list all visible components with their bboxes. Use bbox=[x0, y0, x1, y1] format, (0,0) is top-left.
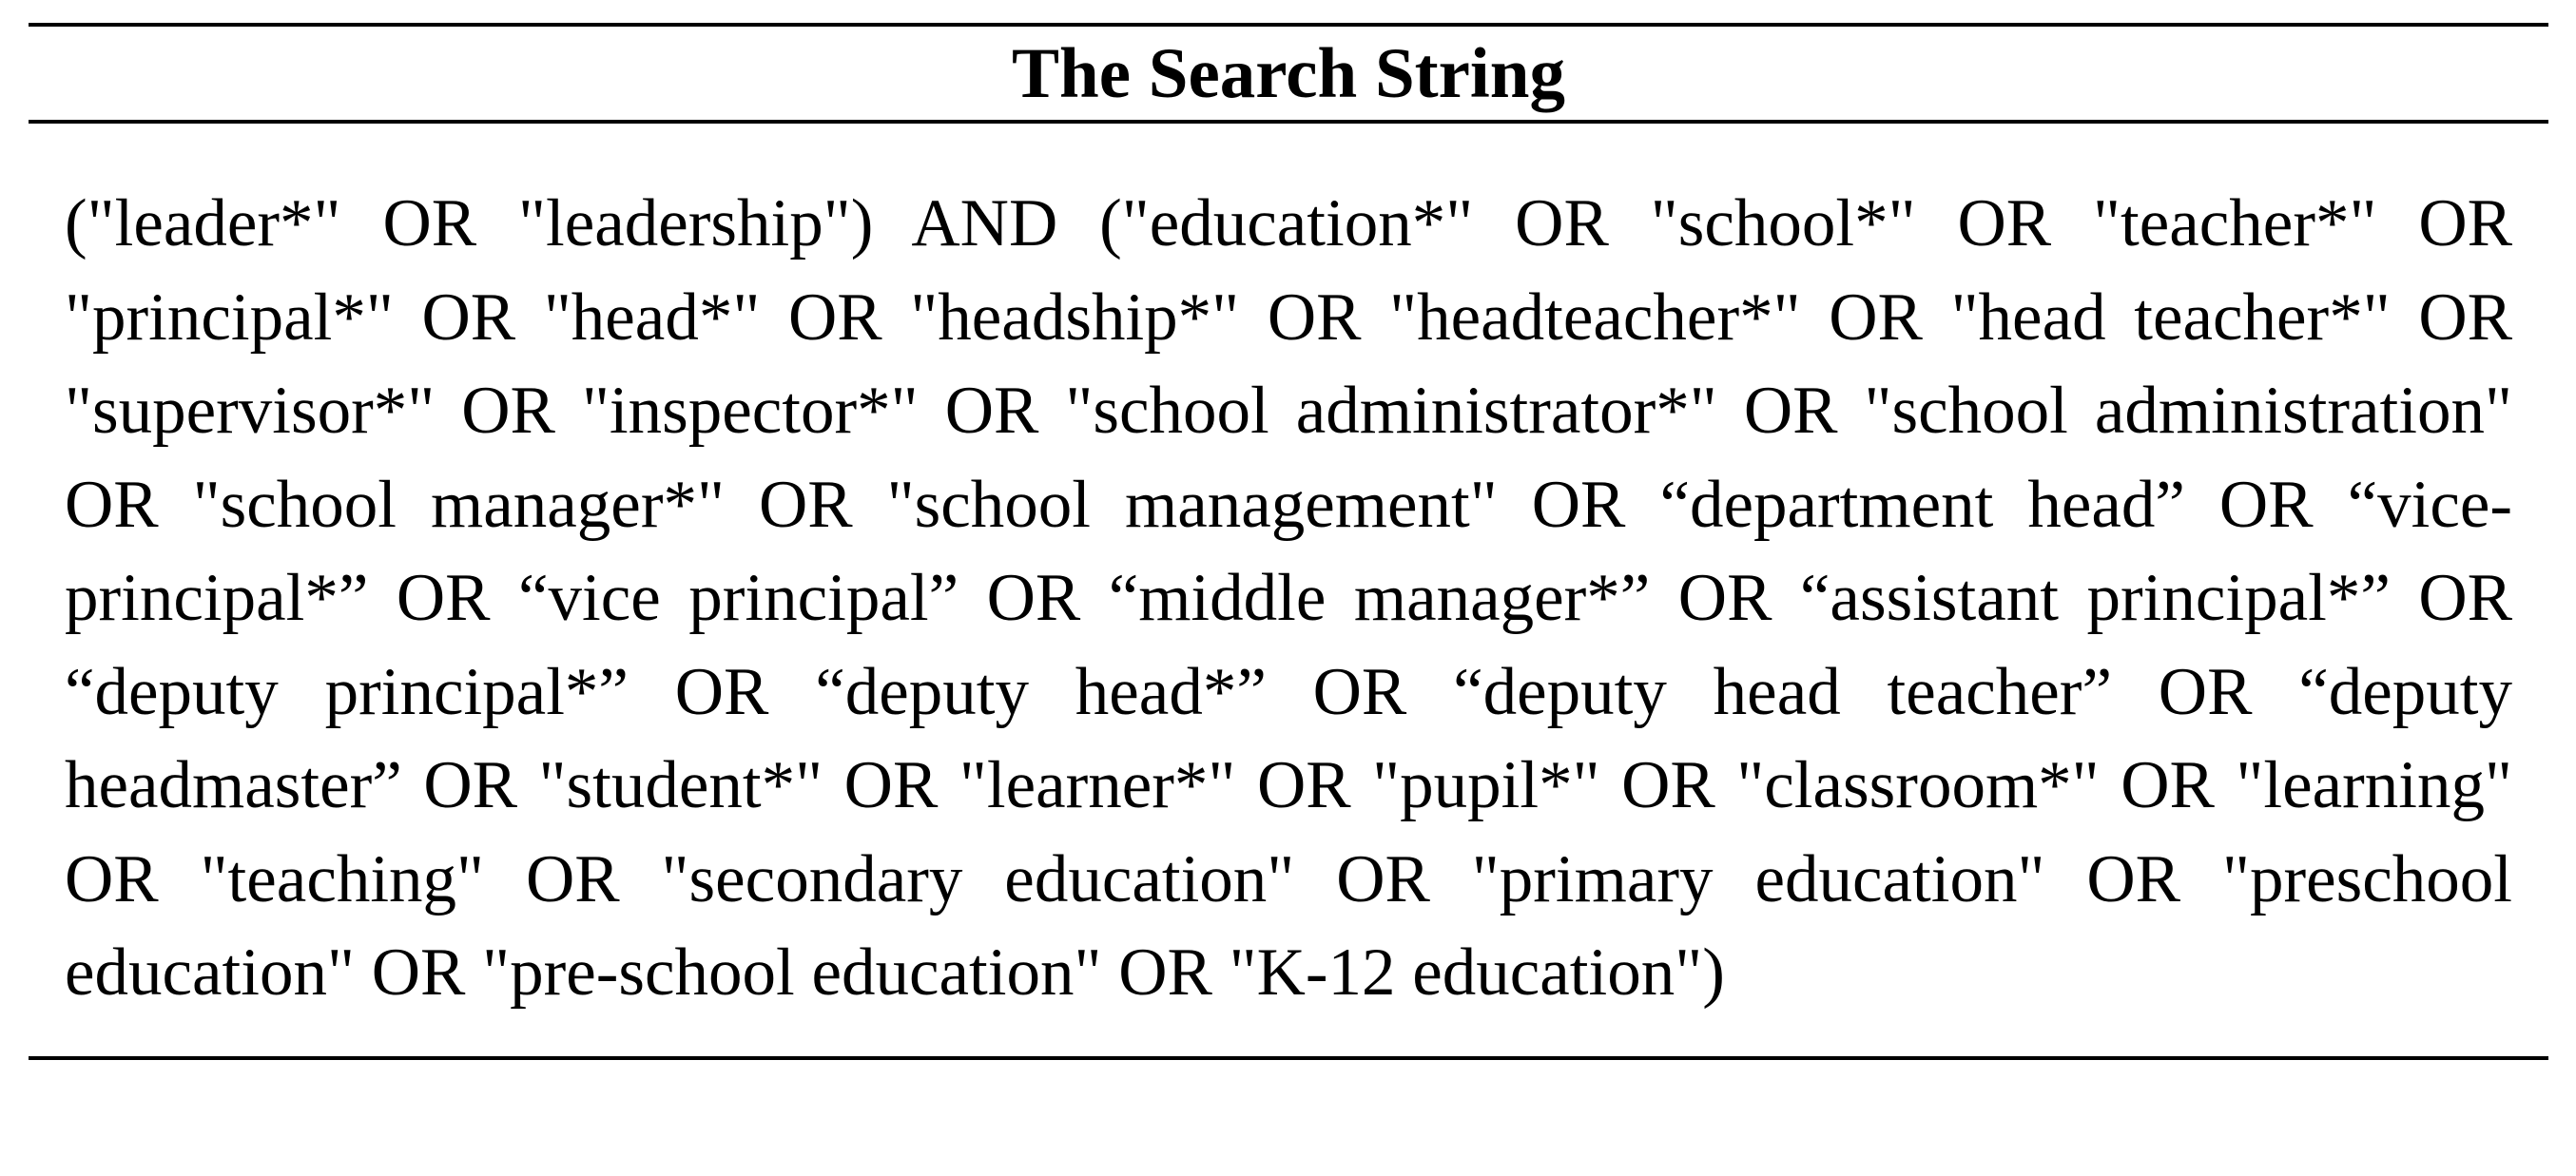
table-body-cell bbox=[29, 124, 2548, 1056]
search-string-table bbox=[29, 23, 2548, 1060]
table-header: The Search String bbox=[1012, 33, 1565, 113]
bottom-rule bbox=[29, 1056, 2548, 1060]
search-string-text: ("leader*" OR "leadership") AND ("education*" OR "school*" OR "teacher*" OR "principal*" OR "head*" OR "headship*" OR "headteacher*" OR "head teacher*" OR "supervisor*" OR "inspector*" OR "school administrator*" OR "school administration" OR "school manager*" OR "school management" OR “department head” OR “vice-principal*” OR “vice principal” OR “middle manager*” OR “assistant principal*” OR “deputy principal*” OR “deputy head*” OR “deputy head teacher” OR “deputy headmaster” OR "student*" OR "learner*" OR "pupil*" OR "classroom*" OR "learning" OR "teaching" OR "secondary education" OR "primary education" OR "preschool education" OR "pre-school education" OR "K-12 education") bbox=[65, 186, 2512, 1010]
